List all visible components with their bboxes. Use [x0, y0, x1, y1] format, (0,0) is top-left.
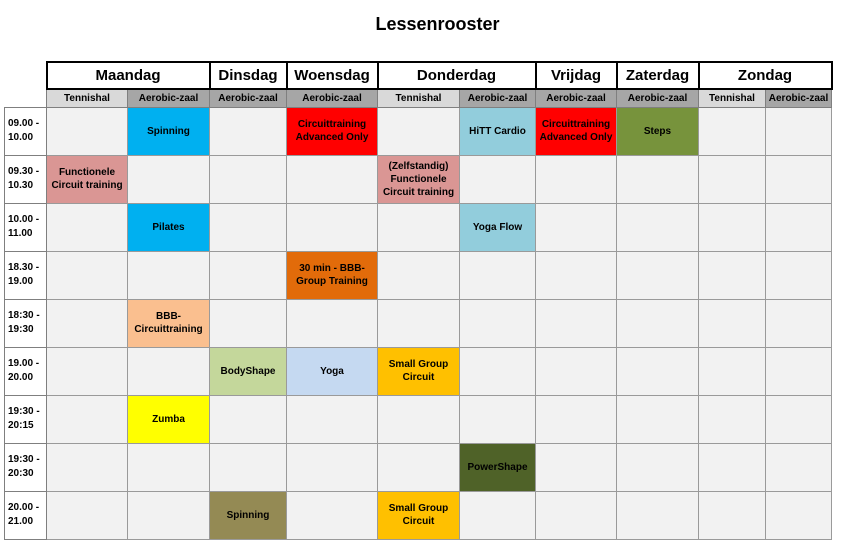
class-cell: Yoga: [287, 347, 378, 395]
empty-slot-cell: [47, 491, 128, 539]
schedule-table: [4, 61, 833, 540]
class-cell: Circuittraining Advanced Only: [287, 107, 378, 155]
class-cell: Spinning: [210, 491, 287, 539]
time-slot-label: 18:30 - 19:30: [5, 299, 47, 347]
day-header-zondag: Zondag: [699, 62, 832, 89]
empty-slot-cell: [128, 491, 210, 539]
empty-slot-cell: [378, 107, 460, 155]
empty-slot-cell: [536, 347, 617, 395]
empty-slot-cell: [210, 251, 287, 299]
empty-slot-cell: [287, 203, 378, 251]
day-header-vrijdag: Vrijdag: [536, 62, 617, 89]
empty-slot-cell: [766, 347, 832, 395]
empty-slot-cell: [617, 443, 699, 491]
table-row: [5, 107, 832, 155]
empty-slot-cell: [699, 107, 766, 155]
time-slot-label: 19:30 - 20:30: [5, 443, 47, 491]
empty-slot-cell: [460, 491, 536, 539]
room-header: Aerobic-zaal: [287, 89, 378, 107]
empty-slot-cell: [287, 155, 378, 203]
empty-slot-cell: [47, 395, 128, 443]
time-slot-label: 19:30 - 20:15: [5, 395, 47, 443]
empty-slot-cell: [287, 491, 378, 539]
empty-slot-cell: [699, 155, 766, 203]
class-cell: Zumba: [128, 395, 210, 443]
empty-slot-cell: [617, 491, 699, 539]
table-row: [5, 395, 832, 443]
empty-slot-cell: [617, 203, 699, 251]
empty-slot-cell: [699, 251, 766, 299]
day-header-row: [5, 62, 832, 89]
empty-slot-cell: [47, 203, 128, 251]
class-cell: Circuittraining Advanced Only: [536, 107, 617, 155]
empty-slot-cell: [766, 395, 832, 443]
empty-slot-cell: [378, 203, 460, 251]
empty-slot-cell: [128, 443, 210, 491]
empty-slot-cell: [47, 443, 128, 491]
table-row: [5, 251, 832, 299]
empty-slot-cell: [128, 155, 210, 203]
empty-slot-cell: [766, 107, 832, 155]
empty-slot-cell: [766, 299, 832, 347]
time-slot-label: 19.00 - 20.00: [5, 347, 47, 395]
class-cell: Functionele Circuit training: [47, 155, 128, 203]
room-header: Tennishal: [699, 89, 766, 107]
page-title: Lessenrooster: [375, 14, 500, 34]
class-cell: Pilates: [128, 203, 210, 251]
empty-slot-cell: [536, 491, 617, 539]
empty-slot-cell: [617, 251, 699, 299]
empty-slot-cell: [699, 443, 766, 491]
empty-slot-cell: [47, 347, 128, 395]
class-cell: 30 min - BBB- Group Training: [287, 251, 378, 299]
time-slot-label: 09.30 - 10.30: [5, 155, 47, 203]
empty-slot-cell: [699, 299, 766, 347]
empty-slot-cell: [536, 443, 617, 491]
table-row: [5, 491, 832, 539]
empty-slot-cell: [766, 491, 832, 539]
corner-cell: [5, 62, 47, 89]
day-header-maandag: Maandag: [47, 62, 210, 89]
empty-slot-cell: [766, 155, 832, 203]
empty-slot-cell: [210, 203, 287, 251]
room-header-row: [5, 89, 832, 107]
time-slot-label: 09.00 - 10.00: [5, 107, 47, 155]
empty-slot-cell: [287, 299, 378, 347]
class-cell: PowerShape: [460, 443, 536, 491]
empty-slot-cell: [617, 299, 699, 347]
class-cell: Spinning: [128, 107, 210, 155]
empty-slot-cell: [699, 491, 766, 539]
table-row: [5, 443, 832, 491]
empty-slot-cell: [378, 443, 460, 491]
empty-slot-cell: [128, 251, 210, 299]
empty-slot-cell: [210, 395, 287, 443]
room-header: Tennishal: [47, 89, 128, 107]
empty-slot-cell: [766, 443, 832, 491]
class-cell: BBB- Circuittraining: [128, 299, 210, 347]
schedule-body: [5, 107, 832, 539]
table-row: [5, 299, 832, 347]
room-header: Aerobic-zaal: [128, 89, 210, 107]
empty-slot-cell: [210, 443, 287, 491]
day-header-woensdag: Woensdag: [287, 62, 378, 89]
empty-slot-cell: [47, 299, 128, 347]
day-header-donderdag: Donderdag: [378, 62, 536, 89]
empty-slot-cell: [699, 347, 766, 395]
empty-slot-cell: [699, 395, 766, 443]
empty-slot-cell: [460, 155, 536, 203]
room-header: Aerobic-zaal: [766, 89, 832, 107]
time-slot-label: 10.00 - 11.00: [5, 203, 47, 251]
class-cell: Steps: [617, 107, 699, 155]
empty-slot-cell: [128, 347, 210, 395]
room-header: Aerobic-zaal: [460, 89, 536, 107]
day-header-dinsdag: Dinsdag: [210, 62, 287, 89]
empty-slot-cell: [536, 251, 617, 299]
empty-slot-cell: [536, 203, 617, 251]
empty-slot-cell: [460, 395, 536, 443]
time-slot-label: 20.00 - 21.00: [5, 491, 47, 539]
table-row: [5, 347, 832, 395]
class-cell: HiTT Cardio: [460, 107, 536, 155]
time-slot-label: 18.30 - 19.00: [5, 251, 47, 299]
empty-slot-cell: [699, 203, 766, 251]
empty-slot-cell: [536, 155, 617, 203]
empty-slot-cell: [617, 155, 699, 203]
empty-slot-cell: [617, 347, 699, 395]
empty-slot-cell: [536, 395, 617, 443]
empty-slot-cell: [766, 203, 832, 251]
room-header: Aerobic-zaal: [617, 89, 699, 107]
empty-slot-cell: [460, 347, 536, 395]
empty-slot-cell: [210, 155, 287, 203]
empty-slot-cell: [536, 299, 617, 347]
empty-slot-cell: [210, 107, 287, 155]
empty-slot-cell: [210, 299, 287, 347]
class-cell: Yoga Flow: [460, 203, 536, 251]
empty-slot-cell: [378, 299, 460, 347]
class-cell: Small Group Circuit: [378, 491, 460, 539]
empty-slot-cell: [378, 395, 460, 443]
class-cell: BodyShape: [210, 347, 287, 395]
empty-slot-cell: [460, 299, 536, 347]
day-header-zaterdag: Zaterdag: [617, 62, 699, 89]
room-header: Tennishal: [378, 89, 460, 107]
class-cell: Small Group Circuit: [378, 347, 460, 395]
room-header: Aerobic-zaal: [536, 89, 617, 107]
empty-slot-cell: [287, 443, 378, 491]
empty-slot-cell: [47, 251, 128, 299]
empty-slot-cell: [460, 251, 536, 299]
empty-slot-cell: [766, 251, 832, 299]
table-row: [5, 155, 832, 203]
corner-cell: [5, 89, 47, 107]
table-row: [5, 203, 832, 251]
empty-slot-cell: [47, 107, 128, 155]
empty-slot-cell: [378, 251, 460, 299]
class-cell: (Zelfstandig) Functionele Circuit training: [378, 155, 460, 203]
empty-slot-cell: [617, 395, 699, 443]
room-header: Aerobic-zaal: [210, 89, 287, 107]
empty-slot-cell: [287, 395, 378, 443]
